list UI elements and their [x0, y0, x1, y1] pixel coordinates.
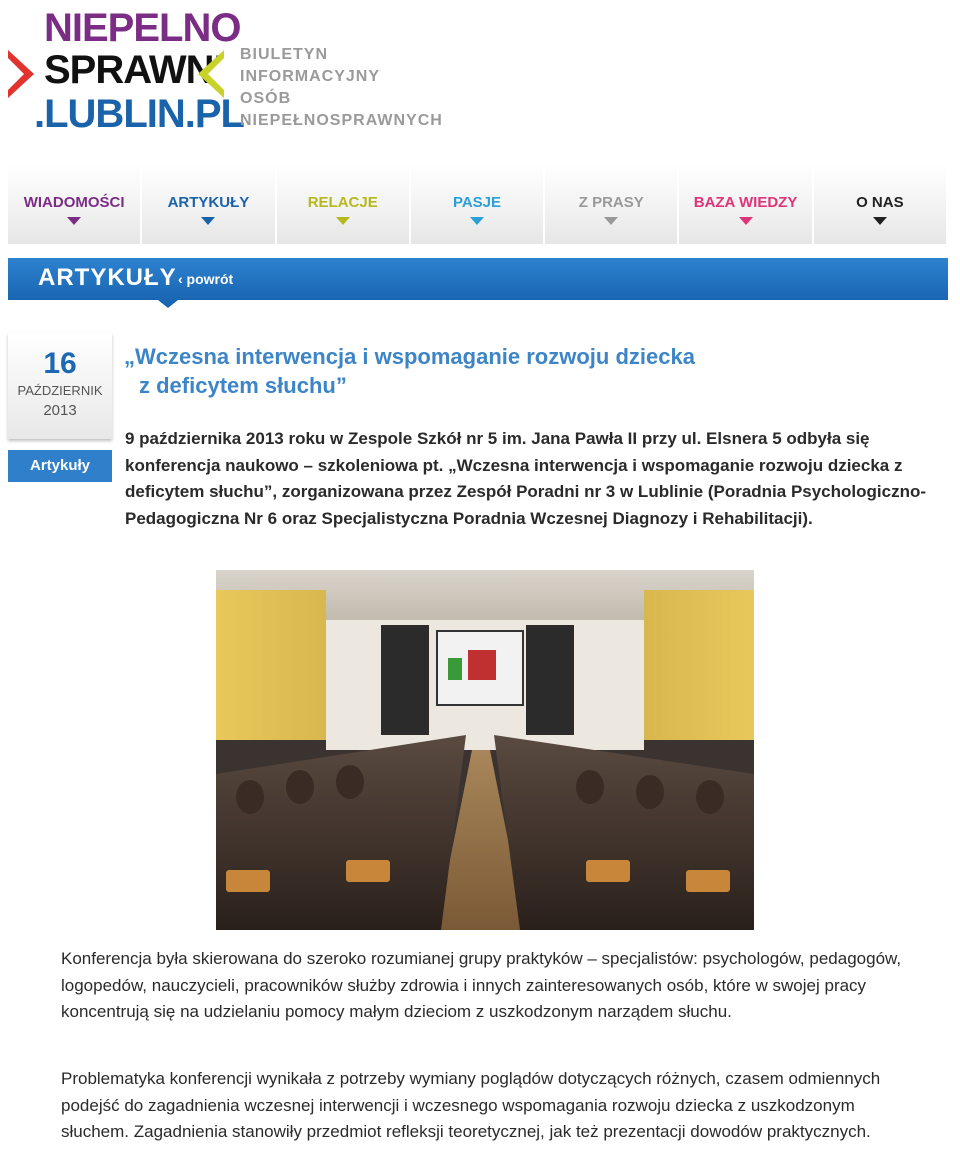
article-paragraph-2: Problematyka konferencji wynikała z potrzeby wymiany poglądów dotyczących różnych, czasem odmiennych podejść do zagadnienia wczesnej interwencji i wczesnego wspomagania rozwoju dziecka z uszkodzonym słuchem. Zagadnienia stanowiły przedmiot refleksji teoretycznej, jak też prezentacji dowodów praktycznych.: [61, 1069, 881, 1141]
chevron-down-icon: [739, 217, 753, 225]
chevron-down-icon: [604, 217, 618, 225]
nav-item-artykuly[interactable]: [142, 164, 276, 244]
audience-head: [286, 770, 314, 804]
nav-item-baza-wiedzy[interactable]: [679, 164, 813, 244]
chevron-down-icon: [201, 217, 215, 225]
nav-item-label: BAZA WIEDZY: [693, 194, 798, 211]
logo-line3: .LUBLIN.PL: [34, 92, 244, 136]
audience-head: [236, 780, 264, 814]
chevron-down-icon: [470, 217, 484, 225]
audience-head: [336, 765, 364, 799]
article-paragraph-1: Konferencja była skierowana do szeroko rozumianej grupy praktyków – specjalistów: psychologów, pedagogów, logopedów, nauczycieli, pracowników służby zdrowia i innych zainteresowanych osób, które w swojej pracy koncentrują się na udzielaniu pomocy małym dzieciom z uszkodzonym narządem słuchu.: [61, 949, 902, 1021]
section-pointer: [158, 300, 178, 308]
projection-screen: [436, 630, 524, 706]
nav-item-z-prasy[interactable]: [545, 164, 679, 244]
date-year: 2013: [43, 402, 77, 419]
chair: [346, 860, 390, 882]
back-link[interactable]: ‹ powrót: [178, 271, 234, 287]
date-month: PAŹDZIERNIK: [17, 383, 103, 398]
article-title-line2: z deficytem słuchu”: [139, 373, 347, 398]
audience-left: [216, 735, 466, 930]
conference-photo: [216, 570, 754, 930]
nav-item-relacje[interactable]: [277, 164, 411, 244]
logo-line1: NIEPELNO: [44, 6, 241, 50]
article-lead: 9 października 2013 roku w Zespole Szkół nr 5 im. Jana Pawła II przy ul. Elsnera 5 odbyła się konferencja naukowo – szkoleniowa pt. „Wczesna interwencja i wspomaganie rozwoju dziecka z deficytem słuchu”, zorganizowana przez Zespół Poradni nr 3 w Lublinie (Poradnia Psychologiczno-Pedagogiczna Nr 6 oraz Specjalistyczna Poradnia Wczesnej Diagnozy i Rehabilitacji).: [125, 429, 927, 528]
photo-wall-left: [216, 590, 326, 740]
chair: [686, 870, 730, 892]
date-day: 16: [43, 347, 77, 380]
nav-item-label: PASJE: [452, 194, 502, 211]
nav-item-label: RELACJE: [307, 194, 378, 211]
logo-subtitle: [240, 44, 448, 132]
nav-item-label: O NAS: [856, 194, 904, 211]
logo-subtitle-line2: OSÓB NIEPEŁNOSPRAWNYCH: [240, 90, 443, 129]
nav-item-wiadomosci[interactable]: [8, 164, 142, 244]
logo-subtitle-line1: BIULETYN INFORMACYJNY: [240, 46, 381, 85]
logo-line2: SPRAWNI: [44, 48, 224, 92]
date-box: [8, 333, 112, 439]
chevron-down-icon: [67, 217, 81, 225]
nav-item-o-nas[interactable]: [814, 164, 948, 244]
audience-head: [636, 775, 664, 809]
chair: [226, 870, 270, 892]
section-title: ARTYKUŁY: [38, 264, 177, 291]
section-header: [8, 258, 948, 300]
nav-item-label: ARTYKUŁY: [167, 194, 250, 211]
screen-graphic-green: [448, 658, 462, 680]
chair: [586, 860, 630, 882]
article-title-line1: „Wczesna interwencja i wspomaganie rozwoju dziecka: [124, 344, 695, 369]
main-nav: [8, 164, 948, 244]
article-title: [124, 342, 824, 400]
nav-item-label: WIADOMOŚCI: [23, 194, 125, 211]
photo-wall-right: [644, 590, 754, 740]
photo-curtain-right: [526, 625, 574, 735]
nav-item-pasje[interactable]: [411, 164, 545, 244]
logo-chevron-left-cutout: [8, 58, 24, 90]
logo-chevron-right-cutout: [208, 58, 224, 90]
audience-head: [576, 770, 604, 804]
nav-item-label: Z PRASY: [578, 194, 644, 211]
category-badge[interactable]: Artykuły: [8, 450, 112, 482]
photo-curtain-left: [381, 625, 429, 735]
screen-graphic-red: [468, 650, 496, 680]
chevron-down-icon: [873, 217, 887, 225]
site-logo[interactable]: [8, 6, 448, 136]
audience-head: [696, 780, 724, 814]
audience-right: [494, 735, 754, 930]
chevron-down-icon: [336, 217, 350, 225]
